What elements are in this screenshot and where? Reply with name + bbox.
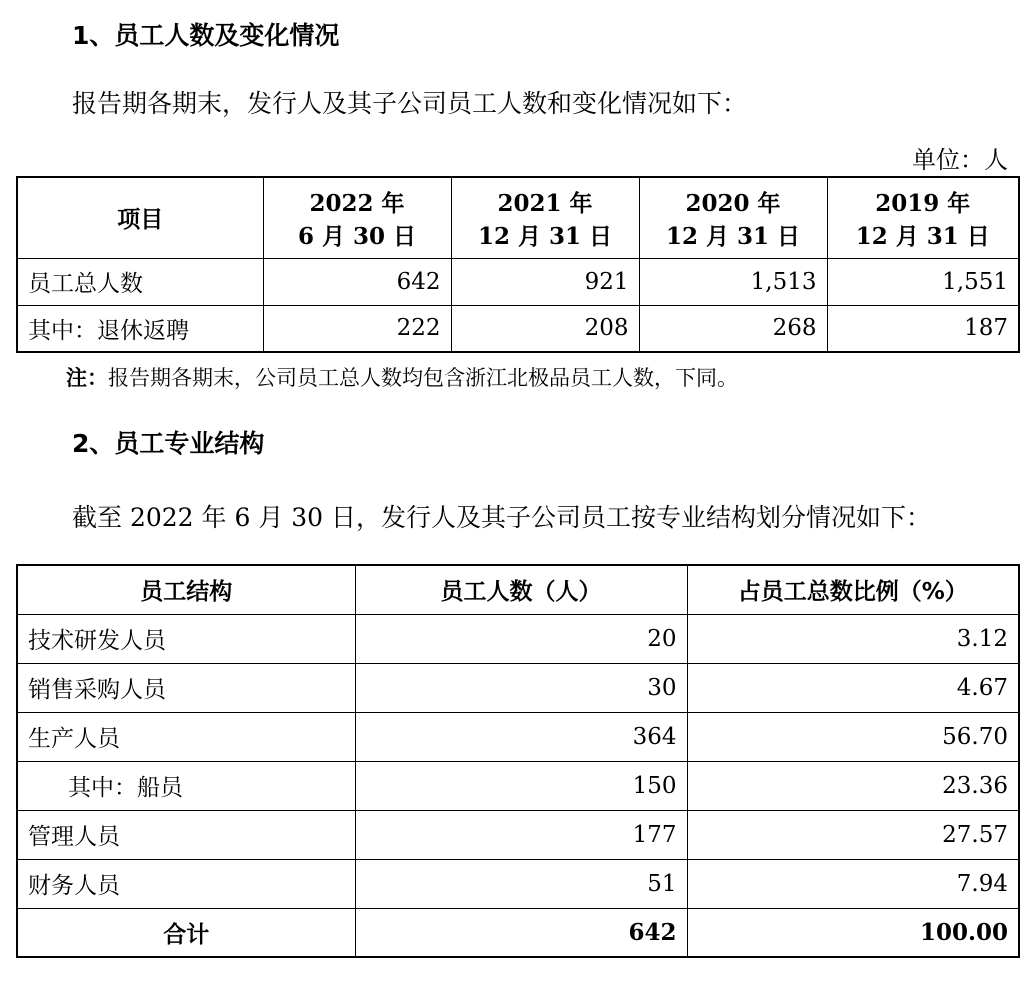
cell-ratio: 23.36 xyxy=(687,761,1019,810)
cell-count: 30 xyxy=(355,663,687,712)
note-label: 注： xyxy=(66,366,108,390)
cell-count: 150 xyxy=(355,761,687,810)
header-2020-12-31: 2020 年 12 月 31 日 xyxy=(639,177,827,258)
cell-ratio: 7.94 xyxy=(687,859,1019,908)
cell-ratio: 27.57 xyxy=(687,810,1019,859)
cell-count: 20 xyxy=(355,614,687,663)
table-note xyxy=(66,362,738,392)
cell-count: 177 xyxy=(355,810,687,859)
table-row xyxy=(17,859,1019,908)
row-label: 生产人员 xyxy=(17,712,355,761)
table-header-row xyxy=(17,565,1019,614)
employee-structure-table xyxy=(16,564,1020,958)
table-row xyxy=(17,663,1019,712)
header-2022-06-30: 2022 年 6 月 30 日 xyxy=(263,177,451,258)
cell-count: 51 xyxy=(355,859,687,908)
row-label: 其中：退休返聘 xyxy=(17,305,263,352)
row-label: 管理人员 xyxy=(17,810,355,859)
table-header-row xyxy=(17,177,1019,258)
row-label: 其中：船员 xyxy=(17,761,355,810)
section1-heading: 1、员工人数及变化情况 xyxy=(72,21,340,50)
table-row xyxy=(17,712,1019,761)
cell-count: 364 xyxy=(355,712,687,761)
total-count: 642 xyxy=(355,908,687,957)
row-label: 员工总人数 xyxy=(17,258,263,305)
header-structure: 员工结构 xyxy=(17,565,355,614)
row-label: 财务人员 xyxy=(17,859,355,908)
section2-intro: 截至 2022 年 6 月 30 日，发行人及其子公司员工按专业结构划分情况如下： xyxy=(72,503,932,532)
cell-value: 921 xyxy=(451,258,639,305)
table-row xyxy=(17,305,1019,352)
cell-value: 187 xyxy=(827,305,1019,352)
cell-value: 268 xyxy=(639,305,827,352)
cell-ratio: 56.70 xyxy=(687,712,1019,761)
table-row xyxy=(17,761,1019,810)
table-total-row xyxy=(17,908,1019,957)
header-item: 项目 xyxy=(17,177,263,258)
cell-value: 1,513 xyxy=(639,258,827,305)
unit-label: 单位：人 xyxy=(912,146,1008,174)
cell-ratio: 4.67 xyxy=(687,663,1019,712)
cell-value: 222 xyxy=(263,305,451,352)
table-row xyxy=(17,614,1019,663)
cell-ratio: 3.12 xyxy=(687,614,1019,663)
cell-value: 642 xyxy=(263,258,451,305)
total-ratio: 100.00 xyxy=(687,908,1019,957)
table-row xyxy=(17,258,1019,305)
row-label: 销售采购人员 xyxy=(17,663,355,712)
note-text: 报告期各期末，公司员工总人数均包含浙江北极品员工人数，下同。 xyxy=(108,366,738,390)
header-ratio: 占员工总数比例（%） xyxy=(687,565,1019,614)
header-count: 员工人数（人） xyxy=(355,565,687,614)
total-label: 合计 xyxy=(17,908,355,957)
section2-heading: 2、员工专业结构 xyxy=(72,429,265,458)
section1-intro: 报告期各期末，发行人及其子公司员工人数和变化情况如下： xyxy=(72,89,748,118)
cell-value: 208 xyxy=(451,305,639,352)
employee-count-table xyxy=(16,176,1020,353)
row-label: 技术研发人员 xyxy=(17,614,355,663)
cell-value: 1,551 xyxy=(827,258,1019,305)
table-row xyxy=(17,810,1019,859)
header-2021-12-31: 2021 年 12 月 31 日 xyxy=(451,177,639,258)
header-2019-12-31: 2019 年 12 月 31 日 xyxy=(827,177,1019,258)
